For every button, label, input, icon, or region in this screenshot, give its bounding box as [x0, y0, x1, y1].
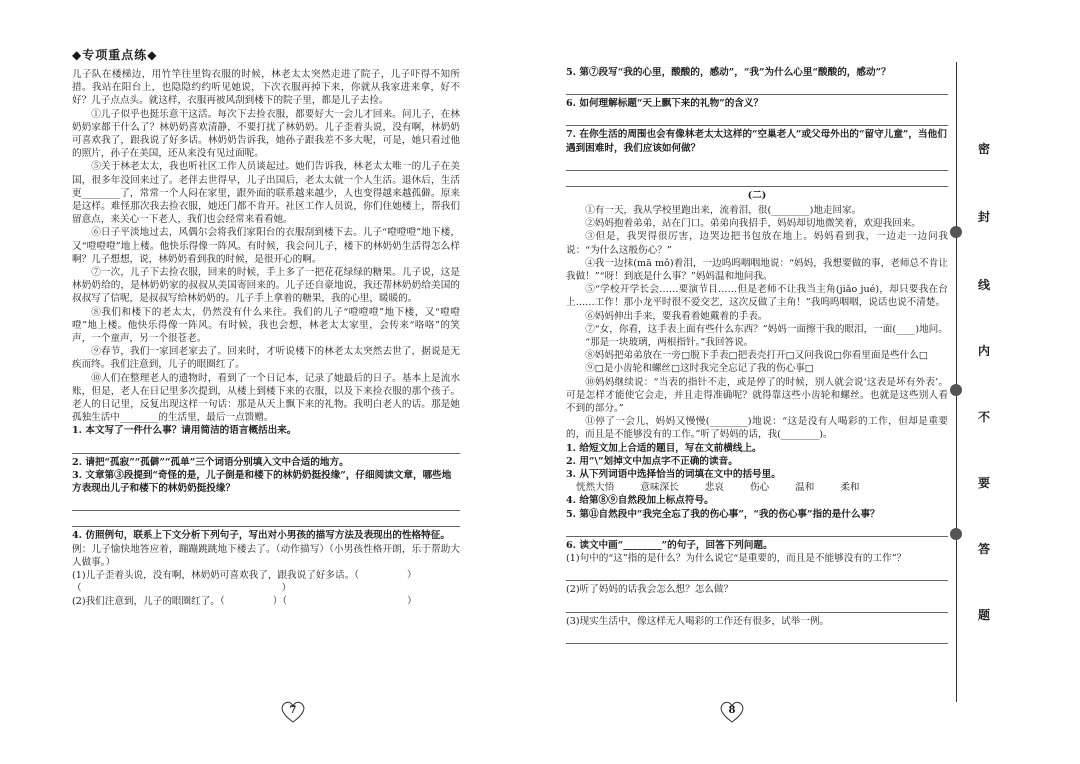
page-number-right: 8 [717, 700, 747, 724]
left-column [72, 68, 460, 609]
passage-paragraph: ⑨□是小齿轮和螺丝□这时我完全忘记了我的伤心事□ [585, 363, 814, 375]
seal-text: 封 [977, 210, 990, 224]
word-option: 意味深长 [640, 482, 679, 494]
word-option: 温和 [795, 482, 815, 494]
passage-paragraph: “那是一块玻璃，两根指针。”我回答说。 [585, 337, 754, 349]
question-r2: 2. 用“\”划掉文中加点字不正确的读音。 [566, 455, 738, 467]
sub-question-1: (1)儿子歪着头说，没有啊，林奶奶可喜欢我了，跟我说了好多话。（ ） [72, 569, 417, 581]
seal-dot [950, 384, 962, 396]
question-6: 6. 如何理解标题“天上飘下来的礼物”的含义？ [566, 98, 764, 110]
passage-paragraph: ⑧我们和楼下的老太太，仍然没有什么来往。我们的儿子“噔噔噔”地下楼，又“噔噔噔”地上楼。他快乐得像一阵风。有时候，我也会想，林老太太家里，会传来“咯咯”的笑声，一个童声，另一个很苍老。 [72, 306, 460, 345]
passage-paragraph: ⑨春节，我们一家回老家去了。回来时，才听说楼下的林老太太突然去世了，据说是无疾而终。我们注意到，儿子的眼圈红了。 [72, 346, 460, 371]
passage-paragraph: ④我一边抹(mā mǒ)着泪，一边呜呜咽咽地说：“妈妈，我想要做的事，老师总不肯让我做！”“呀！到底是什么事？”妈妈温和地问我。 [566, 257, 948, 283]
right-column [566, 66, 948, 646]
answer-line[interactable] [72, 440, 460, 454]
section-header: ◆专项重点练◆ [72, 48, 158, 62]
answer-line[interactable] [566, 599, 948, 613]
seal-text: 答 [977, 542, 990, 556]
question-r6: 6. 读文中画“________”的句子，回答下列问题。 [566, 539, 773, 551]
passage-paragraph: ⑤“学校开学长会……要演节目……但是老师不让我当主角(jiǎo jué)，却只要我在台上……工作！那小龙平时很不爱交艺，这次反做了主角！”我呜呜咽咽，说话也说不清楚。 [566, 284, 948, 309]
passage-paragraph: 儿子队在楼梯边，用竹竿往里钩衣服的时候，林老太太突然走进了院子，儿子吓得不知所措。我站在阳台上，也隐隐约约听见她说，下次衣服再掉下来，你就从我家进来拿，好不好？儿子点点头。就这样，衣服再被风刮到楼下的院子里，都是儿子去捡。 [72, 69, 460, 107]
passage-paragraph: ⑥日子平淡地过去，风偶尔会将我们家阳台的衣服刮到楼下去。儿子“噔噔噔”地下楼，又“噔噔噔”地上楼。他快乐得像一阵风。有时候，我会问儿子，楼下的林奶奶生活得怎么样啊？儿子想想，说，林奶奶看到我的时候，是很开心的啊。 [72, 227, 460, 265]
answer-line[interactable] [566, 81, 948, 95]
seal-line [956, 62, 971, 702]
word-option: 柔和 [840, 482, 860, 494]
question-3: 3. 文章第③段提到“奇怪的是，儿子倒是和楼下的林奶奶挺投缘”，仔细阅读文章，哪些地方表现出儿子和楼下的林奶奶挺投缘？ [72, 469, 452, 495]
sub-question-2: (2)我们注意到，儿子的眼圈红了。（ ）（ ） [72, 596, 417, 608]
page-number-left: 7 [278, 700, 308, 724]
passage-paragraph: ⑪停了一会儿，妈妈又慢慢(________)地说：“这是没有人喝彩的工作，但却是重要的，而且是不能够没有的工作。”听了妈妈的话，我(________)。 [566, 416, 948, 441]
answer-line[interactable] [566, 523, 948, 537]
section-title: (二) [747, 189, 767, 201]
question-1: 1. 本文写了一件什么事？请用简洁的语言概括出来。 [72, 425, 297, 437]
seal-dot [950, 226, 962, 238]
passage-paragraph: ⑩妈妈继续说：“当表的指针不走，或是停了的时候，别人就会说‘这表是坏有外表’。可是怎样才能使它会走，并且走得准确呢？就得靠这些小齿轮和螺丝。也就是这些别人看不到的部分。” [566, 376, 948, 415]
seal-text: 不 [977, 410, 990, 424]
word-option: 恍然大悟 [576, 482, 615, 494]
passage-paragraph: ⑦“女，你看，这手表上面有些什么东西？”妈妈一面擦干我的眼泪，一面(____)地问。 [585, 323, 948, 335]
example-text: 例：儿子愉快地答应着，蹦蹦跳跳地下楼去了。（动作描写）（小男孩性格开朗，乐于帮助大人做事。） [72, 543, 460, 568]
word-bank [566, 481, 948, 494]
question-2: 2. 请把“孤寂”“孤僻”“孤单”三个词语分别填入文中合适的地方。 [72, 456, 349, 468]
seal-text: 要 [977, 476, 990, 490]
sub-question: (1)句中的“这”指的是什么？为什么说它“是重要的，而且是不能够没有的工作”？ [566, 553, 907, 565]
passage-paragraph: ③但是，我哭得很厉害，边哭边把书包放在地上。妈妈看到我，一边走一边问我说：“为什么这般伤心？” [566, 231, 948, 256]
seal-dot [950, 528, 962, 540]
answer-line[interactable] [72, 513, 460, 527]
word-option: 伤心 [749, 482, 770, 494]
question-5: 5. 第⑦段写“我的心里，酸酸的，感动”，“我”为什么心里“酸酸的，感动”？ [566, 67, 891, 78]
sub-answer-1[interactable]: （ ） [72, 583, 292, 595]
seal-text: 密 [977, 142, 990, 156]
passage-paragraph: ⑩人们在整理老人的遗物时，看到了一个日记本，记录了她最后的日子。基本上是流水账，但是，老人在日记里多次提到，从楼上到楼下来的衣服，以及下来捡衣服的那个孩子。老人的日记里，反复出现这样一句话：那是从天上飘下来的礼物。我明白老人的话。那是她孤独生活中________的生活里，最后一点馈赠。 [72, 372, 460, 424]
passage-paragraph: ①有一天，我从学校里跑出来，流着泪，很(________)地走回家。 [585, 205, 862, 217]
passage-paragraph: ⑤关于林老太太，我也听社区工作人员谈起过。她们告诉我，林老太太唯一的儿子在美国，很多年没回来过了。老伴去世得早，儿子出国后，老太太就一个人生活。退休后，生活更________了，常常一个人闷在家里，跟外面的联系越来越少，人也变得越来越孤僻。原来是这样。难怪那次我去捡衣服，她还门都不肯开。社区工作人员说，你们住她楼上，帮我们留意点，来关心一下老人，我们也会经常来看看她。 [72, 161, 460, 226]
seal-text: 题 [977, 608, 990, 622]
passage-paragraph: ①儿子似乎也挺乐意干这活。每次下去捡衣服，都要好大一会儿才回来。问儿子，在林奶奶家都干什么了？林奶奶喜欢清静，不要打扰了林奶奶。儿子歪着头说，没有啊，林奶奶可喜欢我了，跟我说了好多话。林奶奶告诉我，她孙子跟我差不多大呢，可是，她只看过他的照片，孙子在美国，还从来没有见过面呢。 [72, 108, 460, 160]
question-r5: 5. 第⑪自然段中“我完全忘了我的伤心事”，“我的伤心事”指的是什么事？ [566, 508, 880, 520]
answer-line[interactable] [566, 173, 948, 187]
answer-line[interactable] [566, 567, 948, 581]
seal-text: 内 [977, 344, 990, 358]
answer-line[interactable] [566, 630, 948, 644]
passage-paragraph: ⑧妈妈把弟弟放在一旁□脱下手表□把表壳打开□又问我说□你看里面是些什么□ [585, 350, 928, 362]
word-option: 悲哀 [704, 482, 724, 494]
answer-line[interactable] [566, 112, 948, 126]
answer-line[interactable] [72, 497, 460, 511]
question-7: 7. 在你生活的周围也会有像林老太太这样的“空巢老人”或父母外出的“留守儿童”，当他们遇到困难时，我们应该如何做？ [566, 129, 947, 154]
seal-text: 线 [977, 278, 990, 292]
question-r4: 4. 给第⑧⑨自然段加上标点符号。 [566, 495, 714, 507]
question-r3: 3. 从下列词语中选择恰当的词填在文中的括号里。 [566, 469, 781, 481]
passage-paragraph: ⑥妈妈伸出手来，要我看着她戴着的手表。 [585, 310, 768, 322]
question-4: 4. 仿照例句，联系上下文分析下列句子，写出对小男孩的描写方法及表现出的性格特征。 [72, 530, 450, 542]
passage-paragraph: ②妈妈抱着弟弟，站在门口。弟弟向我招手，妈妈却切地微笑着，欢迎我回来。 [585, 218, 921, 230]
question-r1: 1. 给短文加上合适的题目，写在文前横线上。 [566, 442, 762, 454]
answer-line[interactable] [566, 157, 948, 171]
sub-question: (2)听了妈妈的话我会怎么想？怎么做？ [566, 584, 734, 596]
passage-paragraph: ⑦一次，儿子下去捡衣服，回来的时候，手上多了一把花花绿绿的糖果。儿子说，这是林奶奶给的，是林奶奶家的叔叔从美国寄回来的。儿子还自豪地说，我还帮林奶奶给美国的叔叔写了信呢，是叔叔写给林奶奶的。儿子手上拿着的糖果，我的心里，暖暖的。 [72, 267, 460, 305]
sub-question: (3)现实生活中，像这样无人喝彩的工作还有很多，试举一例。 [566, 615, 830, 627]
